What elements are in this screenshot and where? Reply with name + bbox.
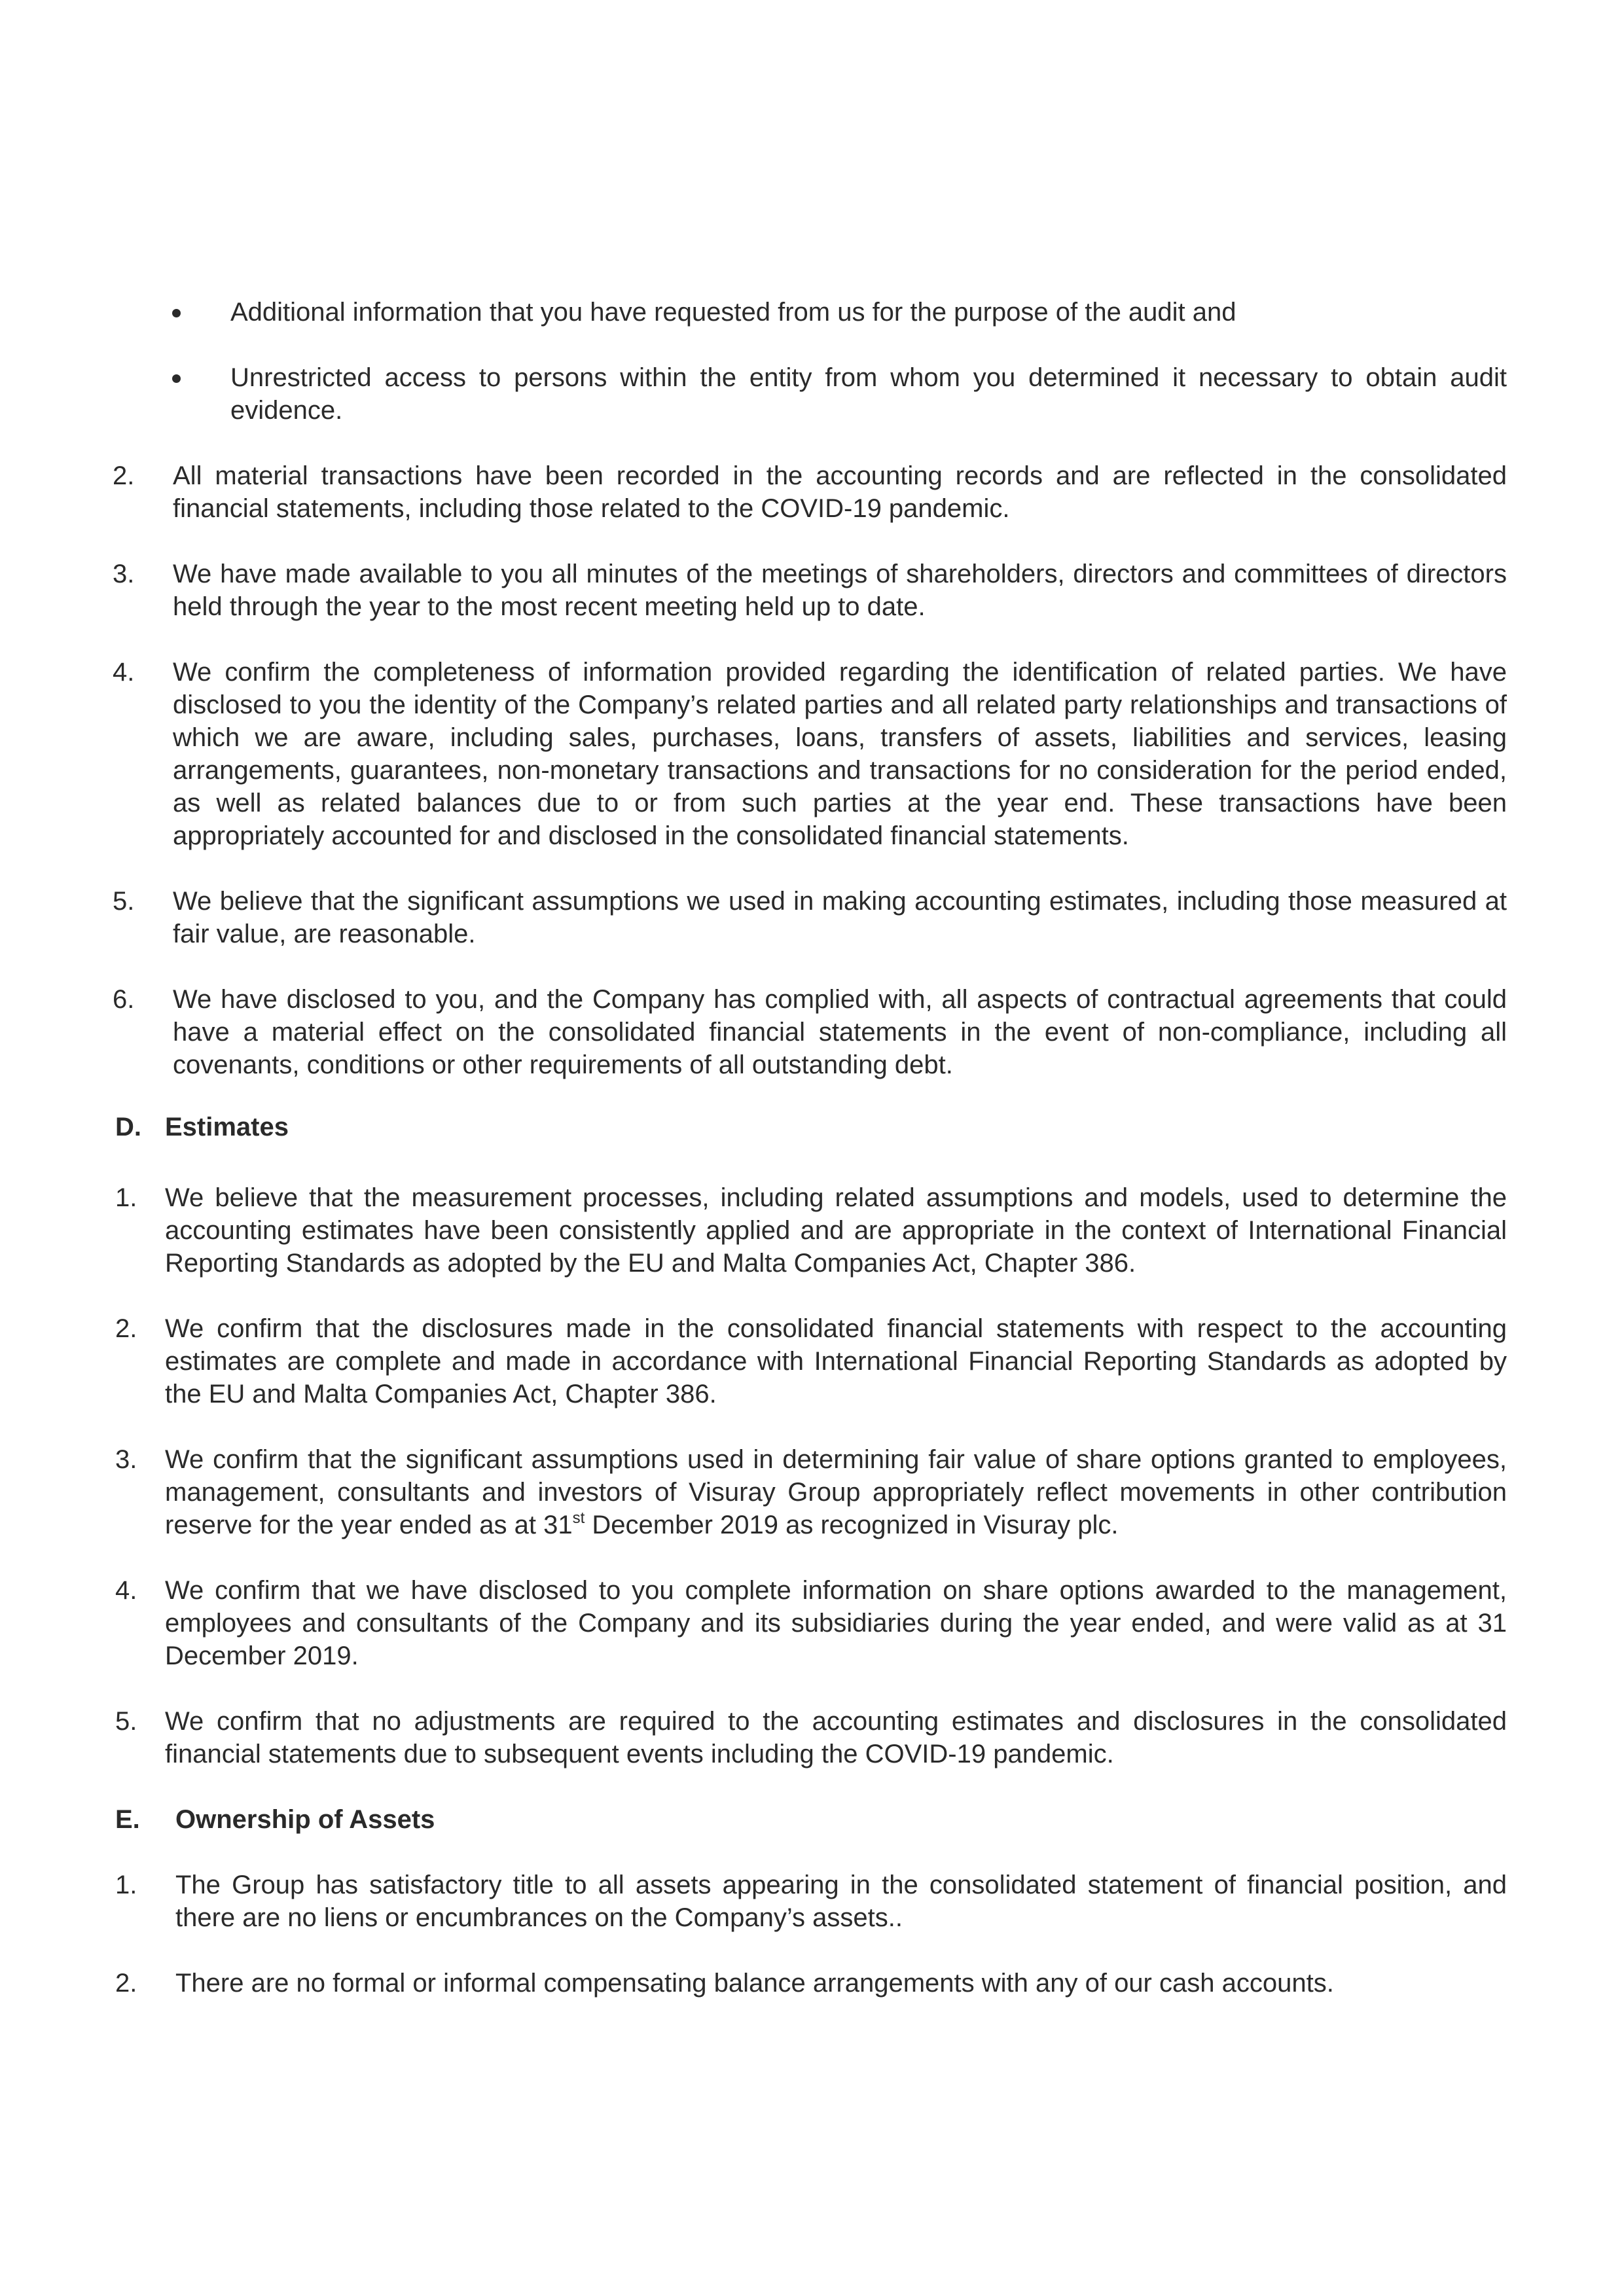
list-item-text: We believe that the measurement processes, including related assumptions and models, used to determine the accounting estimates have been consistently applied and are appropriate in the context of International Financial Reporting Standards as adopted by the EU and Malta Companies Act, Chapter 386. [165, 1183, 1507, 1278]
list-item-text: We believe that the significant assumptions we used in making accounting estimates, including those measured at fair value, are reasonable. [173, 887, 1507, 948]
item-number: 1. [115, 1871, 137, 1899]
list-item-text: We confirm that no adjustments are required to the accounting estimates and disclosures in the consolidated financial statements due to subsequent events including the COVID-19 pandemic. [165, 1707, 1507, 1768]
item-number: 5. [115, 1707, 137, 1736]
item-text-end: December 2019 as recognized in Visuray plc. [585, 1511, 1119, 1539]
item-number: 3. [115, 1445, 137, 1474]
item-number: 4. [113, 658, 135, 687]
list-item-text: We confirm the completeness of information provided regarding the identification of related parties. We have disclosed to you the identity of the Company’s related parties and all related party relationships and transactions of which we are aware, including sales, purchases, loans, transfers of assets, liabilities and services, leasing arrangements, guarantees, non-monetary transactions and transactions for no consideration for the period ended, as well as related balances due to or from such parties at the year end. These transactions have been appropriately accounted for and disclosed in the consolidated financial statements. [173, 658, 1507, 850]
list-item-text: We confirm that the disclosures made in the consolidated financial statements with respect to the accounting estimates are complete and made in accordance with International Financial Reporting Standards as adopted by the EU and Malta Companies Act, Chapter 386. [165, 1314, 1507, 1408]
section-e-title: Ownership of Assets [175, 1805, 435, 1834]
bullet-text-2: Unrestricted access to persons within the entity from whom you determined it necessary to obtain audit evidence. [230, 363, 1507, 425]
item-number: 5. [113, 887, 135, 916]
list-item-text: There are no formal or informal compensating balance arrangements with any of our cash accounts. [175, 1969, 1334, 1998]
list-item-text [165, 1443, 1507, 1541]
section-e-letter: E. [115, 1805, 140, 1834]
list-item-text: We have disclosed to you, and the Company has complied with, all aspects of contractual agreements that could have a material effect on the consolidated financial statements in the event of non-compliance, including all covenants, conditions or other requirements of all outstanding debt. [173, 985, 1507, 1079]
list-item-text: The Group has satisfactory title to all assets appearing in the consolidated statement of financial position, and there are no liens or encumbrances on the Company’s assets.. [175, 1871, 1507, 1932]
list-item-text: All material transactions have been recorded in the accounting records and are reflected in the consolidated financial statements, including those related to the COVID-19 pandemic. [173, 461, 1507, 523]
list-item-text: We have made available to you all minutes of the meetings of shareholders, directors and committees of directors held through the year to the most recent meeting held up to date. [173, 560, 1507, 621]
item-number: 3. [113, 560, 135, 588]
bullet-text-1: Additional information that you have requested from us for the purpose of the audit and [230, 298, 1236, 327]
bullet-dot [172, 374, 181, 383]
item-number: 2. [115, 1969, 137, 1998]
item-number: 6. [113, 985, 135, 1014]
section-d-title: Estimates [165, 1113, 289, 1141]
item-number: 2. [113, 461, 135, 490]
item-number: 1. [115, 1183, 137, 1212]
item-text-start: We confirm that the significant assumptions used in determining fair value of share options granted to employees, management, consultants and investors of Visuray Group appropriately reflect movements in other contribution reserve for the year ended as at 31 [165, 1445, 1507, 1539]
bullet-dot [172, 309, 181, 317]
ordinal-suffix: st [572, 1509, 585, 1527]
item-number: 2. [115, 1314, 137, 1343]
list-item-text: We confirm that we have disclosed to you complete information on share options awarded to the management, employees and consultants of the Company and its subsidiaries during the year ended, and were valid as at 31 December 2019. [165, 1576, 1507, 1670]
item-number: 4. [115, 1576, 137, 1605]
section-d-letter: D. [115, 1113, 141, 1141]
